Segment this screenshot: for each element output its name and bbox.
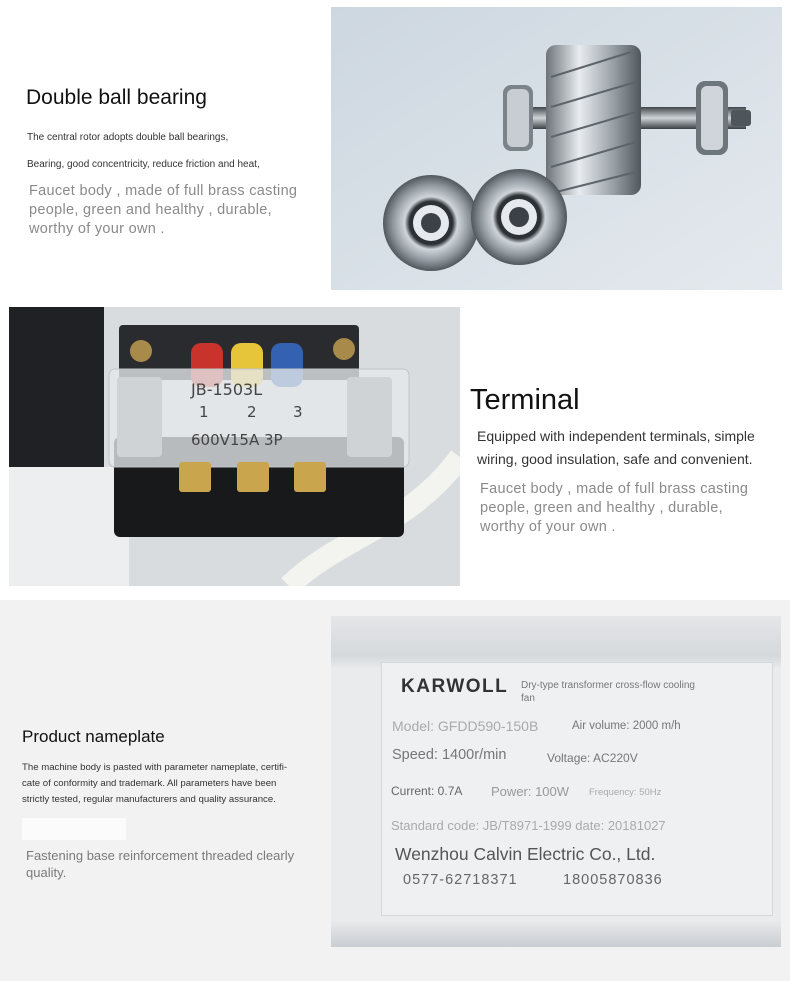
terminal-section [0,300,790,600]
terminal-block-illustration [9,307,460,586]
nameplate-air-volume: Air volume: 2000 m/h [572,720,681,732]
nameplate-product-1: Dry-type transformer cross-flow cooling [521,680,695,691]
terminal-model-text: JB-1503L [191,380,263,399]
nameplate-brand: KARWOLL [401,676,509,697]
nameplate-phone-2: 18005870836 [563,872,663,888]
nameplate-standard: Standard code: JB/T8971-1999 date: 20181027 [391,818,666,833]
terminal-title: Terminal [470,384,580,416]
blank-label-patch [22,818,126,840]
bearing-section [0,0,790,300]
nameplate-voltage: Voltage: AC220V [547,751,638,765]
bearing-line-2: Bearing, good concentricity, reduce friction and heat, [27,159,260,170]
terminal-rating-text: 600V15A 3P [191,431,283,449]
nameplate-title: Product nameplate [22,727,165,746]
terminal-desc-2: wiring, good insulation, safe and convenient. [477,451,753,467]
nameplate-desc-2: cate of conformity and trademark. All parameters have been [22,778,277,789]
bearing-line-1: The central rotor adopts double ball bearings, [27,132,229,143]
nameplate-frequency: Frequency: 50Hz [589,787,662,798]
terminal-number-3: 3 [293,403,303,421]
nameplate-power: Power: 100W [491,784,570,799]
nameplate-current: Current: 0.7A [391,784,463,798]
rotor-bearing-illustration [331,7,782,290]
nameplate-desc-1: The machine body is pasted with parameter nameplate, certifi- [22,762,288,773]
nameplate-desc-3: strictly tested, regular manufacturers and quality assurance. [22,794,276,805]
bearing-title: Double ball bearing [26,86,207,109]
nameplate-section [0,600,790,981]
bearing-photo [331,7,782,290]
terminal-number-1: 1 [199,403,209,421]
bearing-faucet-2: people, green and healthy , durable, [29,202,272,218]
nameplate-product-2: fan [521,693,535,704]
terminal-photo [9,307,460,586]
bearing-faucet-3: worthy of your own . [29,221,165,237]
terminal-faucet-3: worthy of your own . [480,519,616,535]
nameplate-phone-1: 0577-62718371 [403,872,518,888]
terminal-desc-1: Equipped with independent terminals, simple [477,428,755,444]
nameplate-model: Model: GFDD590-150B [392,718,539,734]
nameplate-photo [331,616,781,947]
fastening-line-2: quality. [26,865,67,880]
bearing-faucet-1: Faucet body , made of full brass casting [29,183,298,199]
nameplate-company: Wenzhou Calvin Electric Co., Ltd. [395,844,656,864]
terminal-faucet-2: people, green and healthy , durable, [480,500,723,516]
nameplate-speed: Speed: 1400r/min [392,747,507,763]
fastening-line-1: Fastening base reinforcement threaded clearly [26,848,295,863]
terminal-faucet-1: Faucet body , made of full brass casting [480,481,749,497]
terminal-number-2: 2 [247,403,257,421]
